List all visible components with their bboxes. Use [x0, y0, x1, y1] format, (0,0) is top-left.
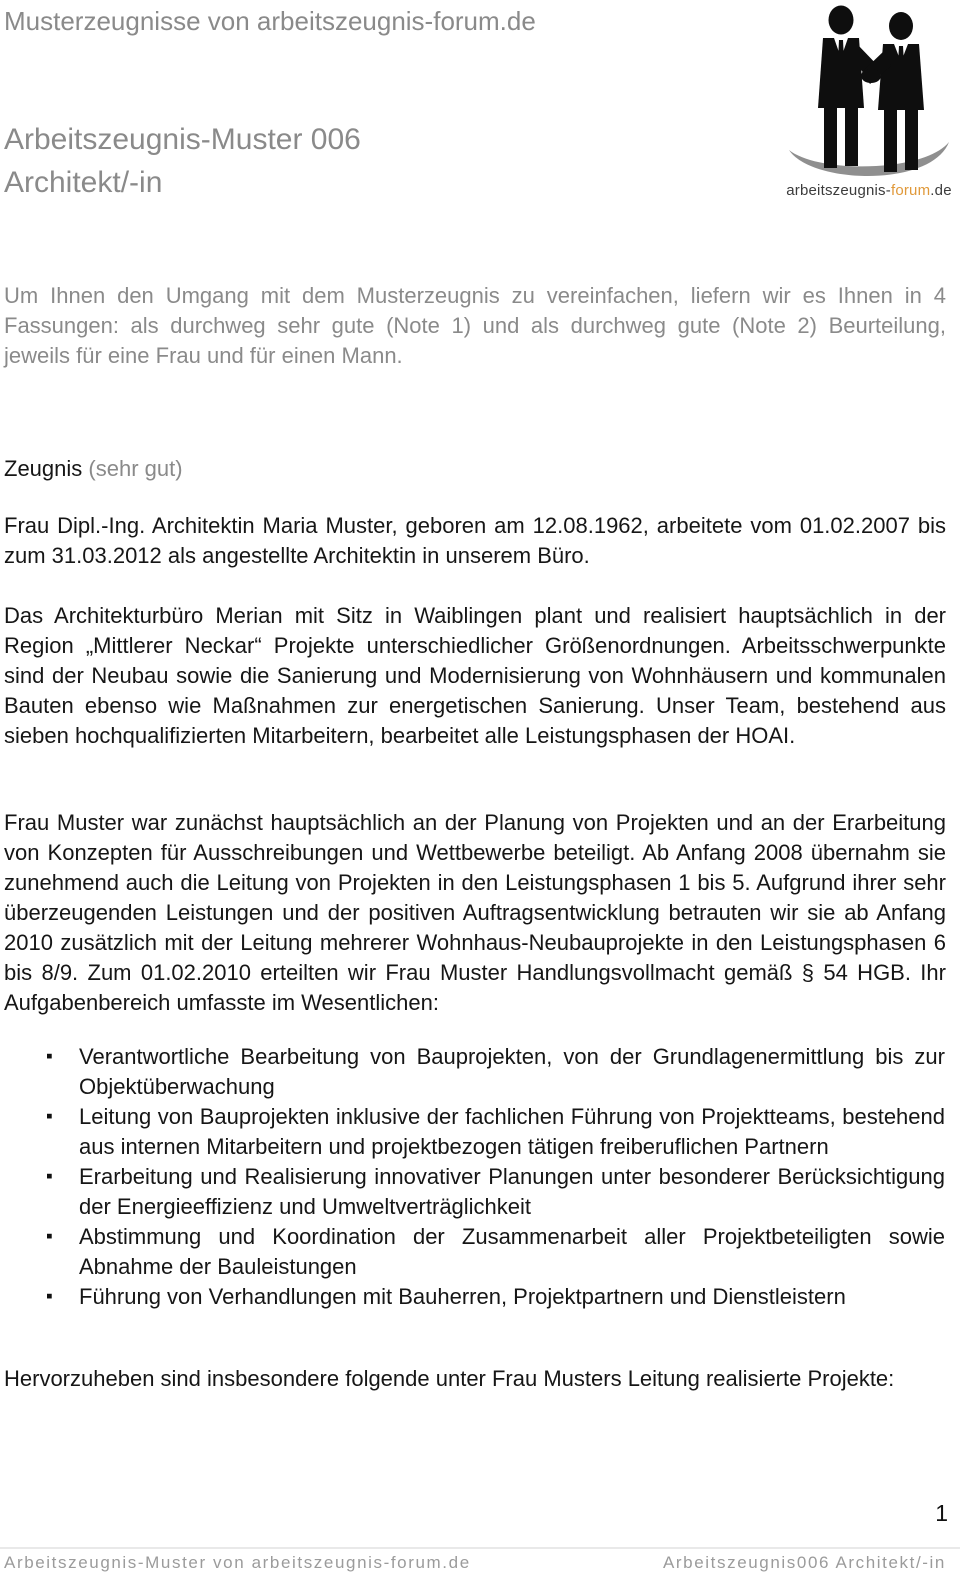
handshake-logo-icon — [784, 2, 954, 180]
logo — [784, 2, 954, 199]
footer-right-text: Arbeitszeugnis006 Architekt/-in — [662, 1553, 946, 1572]
logo-wordmark — [784, 182, 954, 199]
logo-text-prefix: arbeitszeugnis- — [786, 182, 891, 199]
bullet-square-icon: ▪ — [46, 1226, 53, 1247]
logo-text-highlight: forum — [890, 182, 931, 199]
bullet-square-icon: ▪ — [46, 1046, 53, 1067]
bullet-square-icon: ▪ — [46, 1286, 53, 1307]
section-heading — [4, 456, 183, 482]
paragraph-employee-intro: Frau Dipl.-Ing. Architektin Maria Muster, geboren am 12.08.1962, arbeitete vom 01.02.2007 bis zum 31.03.2012 als angestellte Architektin in unserem Büro. — [4, 513, 946, 568]
title-line-1: Arbeitszeugnis-Muster 006 — [4, 123, 361, 156]
bullet-text: Leitung von Bauprojekten inklusive der fachlichen Führung von Projektteams, bestehend aus internen Mitarbeitern und projektbezogen tätigen freiberuflichen Partnern — [79, 1104, 945, 1159]
list-item — [46, 1162, 945, 1222]
section-heading-main: Zeugnis — [4, 456, 83, 481]
bullet-text: Verantwortliche Bearbeitung von Bauprojekten, von der Grundlagenermittlung bis zur Objektüberwachung — [79, 1044, 945, 1099]
responsibilities-list — [46, 1042, 945, 1312]
bullet-text: Führung von Verhandlungen mit Bauherren, Projektpartnern und Dienstleistern — [79, 1284, 846, 1309]
page-header: Musterzeugnisse von arbeitszeugnis-forum.de — [4, 6, 536, 36]
document-title — [4, 118, 361, 204]
bullet-square-icon: ▪ — [46, 1166, 53, 1187]
bullet-text: Erarbeitung und Realisierung innovativer Planungen unter besonderer Berücksichtigung der Energieeffizienz und Umweltverträglichkeit — [79, 1164, 945, 1219]
list-item — [46, 1282, 945, 1312]
section-heading-grade: (sehr gut) — [82, 456, 183, 481]
paragraph-company-description: Das Architekturbüro Merian mit Sitz in Waiblingen plant und realisiert hauptsächlich in der Region „Mittlerer Neckar“ Projekte unterschiedlicher Größenordnungen. Arbeitsschwerpunkte sind der Neubau sowie die Sanierung und Modernisierung von Wohnhäusern und kommunalen Bauten ebenso wie Maßnahmen zur energetischen Sanierung. Unser Team, bestehend aus sieben hochqualifizierten Mitarbeitern, bearbeitet alle Leistungsphasen der HOAI. — [4, 603, 946, 748]
bullet-text: Abstimmung und Koordination der Zusammenarbeit aller Projektbeteiligten sowie Abnahme der Bauleistungen — [79, 1224, 945, 1279]
footer-divider — [0, 1547, 960, 1549]
footer-left-text: Arbeitszeugnis-Muster von arbeitszeugnis-forum.de — [4, 1553, 471, 1572]
paragraph-career-development: Frau Muster war zunächst hauptsächlich an der Planung von Projekten und an der Erarbeitung von Konzepten für Ausschreibungen und Wettbewerbe beteiligt. Ab Anfang 2008 übernahm sie zunehmend auch die Leitung von Projekten in den Leistungsphasen 1 bis 5. Aufgrund ihrer sehr überzeugenden Leistungen und der positiven Auftragsentwicklung betrauten wir sie ab Anfang 2010 zusätzlich mit der Leitung mehrerer Wohnhaus-Neubauprojekte in den Leistungsphasen 6 bis 8/9. Zum 01.02.2010 erteilten wir Frau Muster Handlungsvollmacht gemäß § 54 HGB. Ihr Aufgabenbereich umfasste im Wesentlichen: — [4, 810, 946, 1015]
closing-line: Hervorzuheben sind insbesondere folgende unter Frau Musters Leitung realisierte Projekte: — [4, 1366, 895, 1391]
page-number: 1 — [935, 1500, 948, 1526]
bullet-square-icon: ▪ — [46, 1106, 53, 1127]
logo-text-suffix: .de — [930, 182, 952, 199]
intro-paragraph: Um Ihnen den Umgang mit dem Musterzeugnis zu vereinfachen, liefern wir es Ihnen in 4 Fassungen: als durchweg sehr gute (Note 1) und als durchweg gute (Note 2) Beurteilung, jeweils für eine Frau und für einen Mann. — [4, 283, 946, 368]
list-item — [46, 1102, 945, 1162]
title-line-2: Architekt/-in — [4, 166, 163, 199]
page-footer — [4, 1553, 946, 1573]
list-item — [46, 1042, 945, 1102]
list-item — [46, 1222, 945, 1282]
